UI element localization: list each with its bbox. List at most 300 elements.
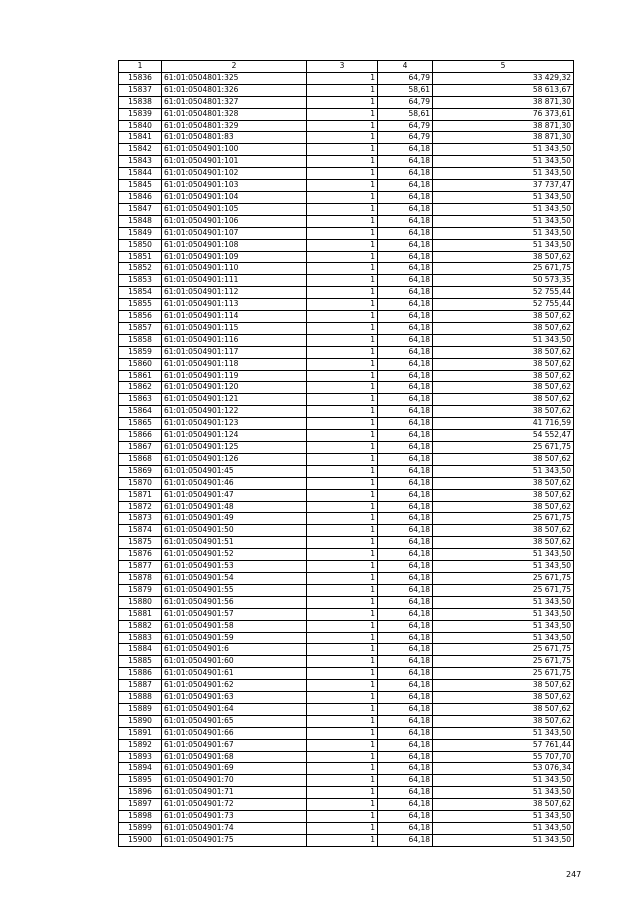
table-row (119, 799, 574, 811)
value-cell: 38 507,62 (433, 382, 574, 394)
value-cell: 51 343,50 (433, 834, 574, 846)
cadastral-number-cell: 61:01:0504901:115 (162, 322, 307, 334)
value-cell: 38 507,62 (433, 311, 574, 323)
area-cell: 64,18 (378, 346, 433, 358)
value-cell: 51 343,50 (433, 227, 574, 239)
count-cell: 1 (307, 334, 378, 346)
row-number-cell: 15899 (119, 823, 162, 835)
count-cell: 1 (307, 156, 378, 168)
row-number-cell: 15865 (119, 418, 162, 430)
table-row (119, 144, 574, 156)
value-cell: 38 507,62 (433, 703, 574, 715)
count-cell: 1 (307, 763, 378, 775)
count-cell: 1 (307, 656, 378, 668)
value-cell: 52 755,44 (433, 287, 574, 299)
value-cell: 51 343,50 (433, 215, 574, 227)
table-row (119, 406, 574, 418)
table-row (119, 727, 574, 739)
area-cell: 64,18 (378, 227, 433, 239)
area-cell: 64,79 (378, 72, 433, 84)
area-cell: 64,18 (378, 394, 433, 406)
count-cell: 1 (307, 453, 378, 465)
area-cell: 64,18 (378, 203, 433, 215)
row-number-cell: 15866 (119, 430, 162, 442)
value-cell: 51 343,50 (433, 811, 574, 823)
area-cell: 58,61 (378, 108, 433, 120)
cadastral-number-cell: 61:01:0504901:62 (162, 680, 307, 692)
row-number-cell: 15894 (119, 763, 162, 775)
column-header-1: 1 (119, 61, 162, 73)
count-cell: 1 (307, 191, 378, 203)
row-number-cell: 15837 (119, 84, 162, 96)
area-cell: 64,18 (378, 442, 433, 454)
table-row (119, 394, 574, 406)
cadastral-number-cell: 61:01:0504901:112 (162, 287, 307, 299)
count-cell: 1 (307, 465, 378, 477)
area-cell: 64,18 (378, 191, 433, 203)
value-cell: 51 343,50 (433, 596, 574, 608)
value-cell: 51 343,50 (433, 632, 574, 644)
row-number-cell: 15854 (119, 287, 162, 299)
count-cell: 1 (307, 108, 378, 120)
row-number-cell: 15881 (119, 608, 162, 620)
table-row (119, 644, 574, 656)
area-cell: 64,18 (378, 823, 433, 835)
count-cell: 1 (307, 727, 378, 739)
count-cell: 1 (307, 549, 378, 561)
count-cell: 1 (307, 346, 378, 358)
row-number-cell: 15895 (119, 775, 162, 787)
value-cell: 38 871,30 (433, 120, 574, 132)
area-cell: 64,18 (378, 156, 433, 168)
cadastral-number-cell: 61:01:0504901:60 (162, 656, 307, 668)
row-number-cell: 15840 (119, 120, 162, 132)
cadastral-number-cell: 61:01:0504801:325 (162, 72, 307, 84)
cadastral-number-cell: 61:01:0504901:105 (162, 203, 307, 215)
area-cell: 64,18 (378, 489, 433, 501)
area-cell: 64,18 (378, 370, 433, 382)
area-cell: 64,18 (378, 382, 433, 394)
cadastral-number-cell: 61:01:0504901:104 (162, 191, 307, 203)
value-cell: 25 671,75 (433, 442, 574, 454)
count-cell: 1 (307, 596, 378, 608)
count-cell: 1 (307, 703, 378, 715)
table-row (119, 739, 574, 751)
area-cell: 64,18 (378, 251, 433, 263)
row-number-cell: 15867 (119, 442, 162, 454)
cadastral-number-cell: 61:01:0504901:53 (162, 561, 307, 573)
value-cell: 38 507,62 (433, 692, 574, 704)
row-number-cell: 15891 (119, 727, 162, 739)
cadastral-number-cell: 61:01:0504901:61 (162, 668, 307, 680)
count-cell: 1 (307, 287, 378, 299)
value-cell: 37 737,47 (433, 180, 574, 192)
count-cell: 1 (307, 644, 378, 656)
row-number-cell: 15877 (119, 561, 162, 573)
count-cell: 1 (307, 501, 378, 513)
table-row (119, 358, 574, 370)
value-cell: 38 507,62 (433, 680, 574, 692)
cadastral-number-cell: 61:01:0504901:111 (162, 275, 307, 287)
cadastral-number-cell: 61:01:0504901:109 (162, 251, 307, 263)
row-number-cell: 15851 (119, 251, 162, 263)
row-number-cell: 15892 (119, 739, 162, 751)
area-cell: 64,18 (378, 501, 433, 513)
row-number-cell: 15869 (119, 465, 162, 477)
cadastral-number-cell: 61:01:0504901:57 (162, 608, 307, 620)
area-cell: 64,18 (378, 418, 433, 430)
table-row (119, 334, 574, 346)
cadastral-number-cell: 61:01:0504901:100 (162, 144, 307, 156)
value-cell: 53 076,34 (433, 763, 574, 775)
value-cell: 51 343,50 (433, 168, 574, 180)
value-cell: 38 507,62 (433, 370, 574, 382)
table-row (119, 620, 574, 632)
cadastral-number-cell: 61:01:0504801:329 (162, 120, 307, 132)
count-cell: 1 (307, 442, 378, 454)
value-cell: 38 507,62 (433, 477, 574, 489)
row-number-cell: 15884 (119, 644, 162, 656)
area-cell: 64,18 (378, 596, 433, 608)
area-cell: 64,18 (378, 799, 433, 811)
table-row (119, 489, 574, 501)
table-row (119, 775, 574, 787)
row-number-cell: 15887 (119, 680, 162, 692)
cadastral-number-cell: 61:01:0504901:73 (162, 811, 307, 823)
table-row (119, 180, 574, 192)
table-row (119, 346, 574, 358)
row-number-cell: 15858 (119, 334, 162, 346)
cadastral-number-cell: 61:01:0504801:326 (162, 84, 307, 96)
count-cell: 1 (307, 370, 378, 382)
area-cell: 64,18 (378, 525, 433, 537)
count-cell: 1 (307, 96, 378, 108)
count-cell: 1 (307, 382, 378, 394)
area-cell: 64,18 (378, 572, 433, 584)
value-cell: 51 343,50 (433, 203, 574, 215)
area-cell: 64,18 (378, 584, 433, 596)
count-cell: 1 (307, 239, 378, 251)
cadastral-table (118, 60, 574, 847)
count-cell: 1 (307, 72, 378, 84)
cadastral-number-cell: 61:01:0504901:66 (162, 727, 307, 739)
row-number-cell: 15841 (119, 132, 162, 144)
value-cell: 51 343,50 (433, 334, 574, 346)
value-cell: 25 671,75 (433, 644, 574, 656)
row-number-cell: 15860 (119, 358, 162, 370)
table-row (119, 811, 574, 823)
area-cell: 64,18 (378, 275, 433, 287)
value-cell: 51 343,50 (433, 727, 574, 739)
row-number-cell: 15900 (119, 834, 162, 846)
cadastral-number-cell: 61:01:0504901:108 (162, 239, 307, 251)
table-row (119, 834, 574, 846)
count-cell: 1 (307, 811, 378, 823)
cadastral-number-cell: 61:01:0504901:110 (162, 263, 307, 275)
cadastral-number-cell: 61:01:0504901:107 (162, 227, 307, 239)
row-number-cell: 15855 (119, 299, 162, 311)
row-number-cell: 15862 (119, 382, 162, 394)
table-row (119, 132, 574, 144)
row-number-cell: 15868 (119, 453, 162, 465)
value-cell: 38 507,62 (433, 406, 574, 418)
count-cell: 1 (307, 168, 378, 180)
table-row (119, 382, 574, 394)
value-cell: 38 507,62 (433, 322, 574, 334)
value-cell: 38 507,62 (433, 715, 574, 727)
cadastral-number-cell: 61:01:0504901:117 (162, 346, 307, 358)
table-row (119, 572, 574, 584)
cadastral-number-cell: 61:01:0504901:69 (162, 763, 307, 775)
count-cell: 1 (307, 584, 378, 596)
area-cell: 64,18 (378, 834, 433, 846)
count-cell: 1 (307, 215, 378, 227)
table-row (119, 787, 574, 799)
value-cell: 51 343,50 (433, 787, 574, 799)
table-row (119, 227, 574, 239)
table-row (119, 513, 574, 525)
cadastral-number-cell: 61:01:0504801:328 (162, 108, 307, 120)
area-cell: 64,18 (378, 287, 433, 299)
table-header-row (119, 61, 574, 73)
area-cell: 64,18 (378, 180, 433, 192)
row-number-cell: 15870 (119, 477, 162, 489)
row-number-cell: 15856 (119, 311, 162, 323)
table-row (119, 418, 574, 430)
row-number-cell: 15878 (119, 572, 162, 584)
table-row (119, 299, 574, 311)
area-cell: 64,18 (378, 465, 433, 477)
table-row (119, 584, 574, 596)
row-number-cell: 15879 (119, 584, 162, 596)
table-row (119, 453, 574, 465)
count-cell: 1 (307, 561, 378, 573)
count-cell: 1 (307, 84, 378, 96)
cadastral-number-cell: 61:01:0504901:49 (162, 513, 307, 525)
value-cell: 38 507,62 (433, 501, 574, 513)
area-cell: 64,18 (378, 322, 433, 334)
area-cell: 64,18 (378, 537, 433, 549)
row-number-cell: 15897 (119, 799, 162, 811)
value-cell: 51 343,50 (433, 775, 574, 787)
cadastral-number-cell: 61:01:0504901:59 (162, 632, 307, 644)
value-cell: 51 343,50 (433, 561, 574, 573)
area-cell: 64,18 (378, 144, 433, 156)
cadastral-number-cell: 61:01:0504901:102 (162, 168, 307, 180)
cadastral-number-cell: 61:01:0504901:74 (162, 823, 307, 835)
row-number-cell: 15882 (119, 620, 162, 632)
table-row (119, 537, 574, 549)
value-cell: 41 716,59 (433, 418, 574, 430)
row-number-cell: 15849 (119, 227, 162, 239)
area-cell: 64,18 (378, 513, 433, 525)
value-cell: 25 671,75 (433, 584, 574, 596)
cadastral-number-cell: 61:01:0504901:116 (162, 334, 307, 346)
cadastral-number-cell: 61:01:0504901:67 (162, 739, 307, 751)
cadastral-number-cell: 61:01:0504901:118 (162, 358, 307, 370)
table-row (119, 608, 574, 620)
row-number-cell: 15873 (119, 513, 162, 525)
area-cell: 64,18 (378, 632, 433, 644)
table-row (119, 715, 574, 727)
value-cell: 38 507,62 (433, 799, 574, 811)
count-cell: 1 (307, 787, 378, 799)
count-cell: 1 (307, 263, 378, 275)
row-number-cell: 15864 (119, 406, 162, 418)
cadastral-number-cell: 61:01:0504901:50 (162, 525, 307, 537)
area-cell: 64,18 (378, 549, 433, 561)
row-number-cell: 15838 (119, 96, 162, 108)
table-row (119, 96, 574, 108)
count-cell: 1 (307, 406, 378, 418)
row-number-cell: 15893 (119, 751, 162, 763)
cadastral-number-cell: 61:01:0504901:47 (162, 489, 307, 501)
area-cell: 64,18 (378, 608, 433, 620)
cadastral-number-cell: 61:01:0504901:65 (162, 715, 307, 727)
cadastral-number-cell: 61:01:0504901:126 (162, 453, 307, 465)
count-cell: 1 (307, 418, 378, 430)
value-cell: 51 343,50 (433, 191, 574, 203)
table-row (119, 763, 574, 775)
area-cell: 64,18 (378, 168, 433, 180)
value-cell: 38 507,62 (433, 489, 574, 501)
value-cell: 52 755,44 (433, 299, 574, 311)
area-cell: 64,18 (378, 775, 433, 787)
count-cell: 1 (307, 180, 378, 192)
cadastral-number-cell: 61:01:0504901:51 (162, 537, 307, 549)
count-cell: 1 (307, 537, 378, 549)
value-cell: 38 507,62 (433, 525, 574, 537)
table-row (119, 561, 574, 573)
table-row (119, 120, 574, 132)
area-cell: 58,61 (378, 84, 433, 96)
count-cell: 1 (307, 358, 378, 370)
table-row (119, 322, 574, 334)
row-number-cell: 15888 (119, 692, 162, 704)
value-cell: 38 507,62 (433, 453, 574, 465)
table-row (119, 72, 574, 84)
value-cell: 51 343,50 (433, 608, 574, 620)
table-row (119, 501, 574, 513)
cadastral-number-cell: 61:01:0504901:120 (162, 382, 307, 394)
cadastral-number-cell: 61:01:0504901:64 (162, 703, 307, 715)
row-number-cell: 15889 (119, 703, 162, 715)
row-number-cell: 15898 (119, 811, 162, 823)
area-cell: 64,18 (378, 811, 433, 823)
area-cell: 64,18 (378, 430, 433, 442)
column-header-5: 5 (433, 61, 574, 73)
value-cell: 51 343,50 (433, 823, 574, 835)
row-number-cell: 15883 (119, 632, 162, 644)
row-number-cell: 15872 (119, 501, 162, 513)
row-number-cell: 15890 (119, 715, 162, 727)
table-row (119, 203, 574, 215)
cadastral-number-cell: 61:01:0504901:101 (162, 156, 307, 168)
cadastral-number-cell: 61:01:0504901:71 (162, 787, 307, 799)
count-cell: 1 (307, 525, 378, 537)
area-cell: 64,18 (378, 358, 433, 370)
area-cell: 64,18 (378, 215, 433, 227)
table-row (119, 751, 574, 763)
area-cell: 64,18 (378, 406, 433, 418)
table-row (119, 465, 574, 477)
table-row (119, 430, 574, 442)
page-number: 247 (566, 870, 582, 879)
row-number-cell: 15896 (119, 787, 162, 799)
column-header-2: 2 (162, 61, 307, 73)
count-cell: 1 (307, 775, 378, 787)
row-number-cell: 15885 (119, 656, 162, 668)
cadastral-number-cell: 61:01:0504901:106 (162, 215, 307, 227)
row-number-cell: 15875 (119, 537, 162, 549)
count-cell: 1 (307, 394, 378, 406)
count-cell: 1 (307, 513, 378, 525)
table-row (119, 311, 574, 323)
count-cell: 1 (307, 834, 378, 846)
value-cell: 25 671,75 (433, 668, 574, 680)
cadastral-number-cell: 61:01:0504901:48 (162, 501, 307, 513)
value-cell: 76 373,61 (433, 108, 574, 120)
count-cell: 1 (307, 680, 378, 692)
count-cell: 1 (307, 132, 378, 144)
cadastral-number-cell: 61:01:0504901:114 (162, 311, 307, 323)
row-number-cell: 15846 (119, 191, 162, 203)
table-row (119, 287, 574, 299)
area-cell: 64,18 (378, 561, 433, 573)
count-cell: 1 (307, 311, 378, 323)
value-cell: 38 507,62 (433, 537, 574, 549)
area-cell: 64,18 (378, 787, 433, 799)
row-number-cell: 15853 (119, 275, 162, 287)
area-cell: 64,18 (378, 620, 433, 632)
area-cell: 64,18 (378, 477, 433, 489)
count-cell: 1 (307, 608, 378, 620)
count-cell: 1 (307, 299, 378, 311)
cadastral-number-cell: 61:01:0504901:113 (162, 299, 307, 311)
value-cell: 51 343,50 (433, 239, 574, 251)
cadastral-number-cell: 61:01:0504801:327 (162, 96, 307, 108)
cadastral-number-cell: 61:01:0504901:125 (162, 442, 307, 454)
area-cell: 64,18 (378, 668, 433, 680)
value-cell: 58 613,67 (433, 84, 574, 96)
table-row (119, 668, 574, 680)
value-cell: 38 507,62 (433, 394, 574, 406)
row-number-cell: 15874 (119, 525, 162, 537)
count-cell: 1 (307, 275, 378, 287)
cadastral-number-cell: 61:01:0504901:56 (162, 596, 307, 608)
cadastral-number-cell: 61:01:0504901:123 (162, 418, 307, 430)
value-cell: 51 343,50 (433, 156, 574, 168)
count-cell: 1 (307, 751, 378, 763)
value-cell: 25 671,75 (433, 572, 574, 584)
value-cell: 54 552,47 (433, 430, 574, 442)
area-cell: 64,18 (378, 751, 433, 763)
cadastral-number-cell: 61:01:0504901:63 (162, 692, 307, 704)
table-row (119, 168, 574, 180)
value-cell: 38 871,30 (433, 96, 574, 108)
table-row (119, 525, 574, 537)
cadastral-number-cell: 61:01:0504901:75 (162, 834, 307, 846)
table-row (119, 370, 574, 382)
count-cell: 1 (307, 144, 378, 156)
count-cell: 1 (307, 251, 378, 263)
count-cell: 1 (307, 572, 378, 584)
value-cell: 51 343,50 (433, 549, 574, 561)
cadastral-number-cell: 61:01:0504901:46 (162, 477, 307, 489)
table-row (119, 84, 574, 96)
table-row (119, 823, 574, 835)
count-cell: 1 (307, 692, 378, 704)
